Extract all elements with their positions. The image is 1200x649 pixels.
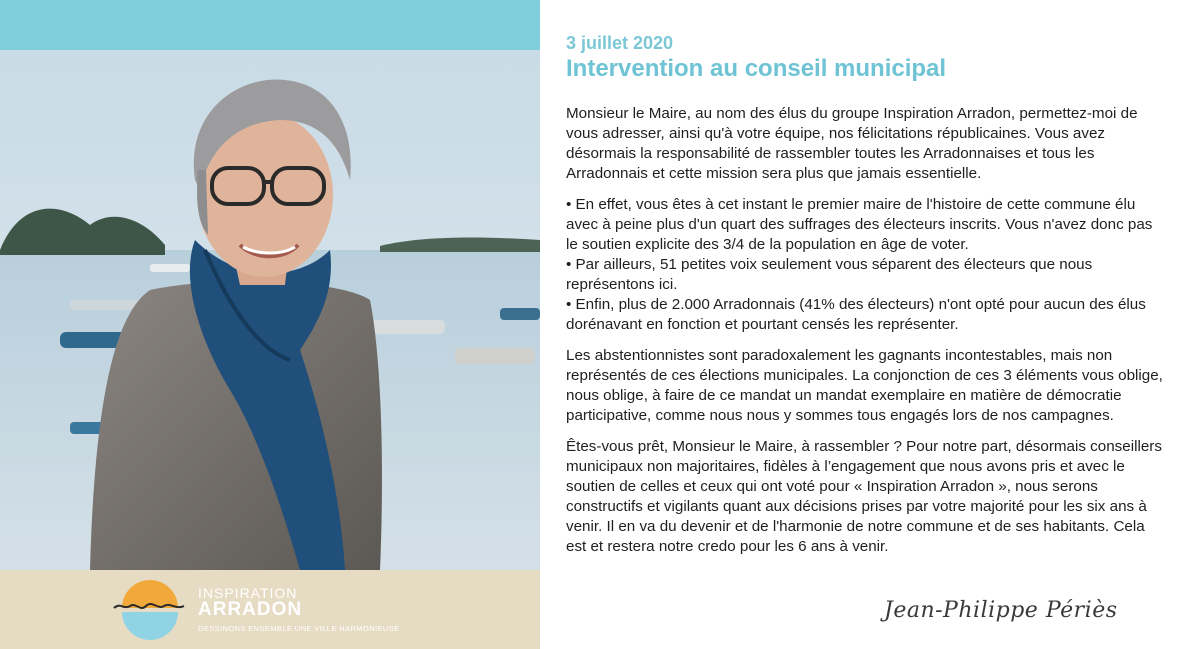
article-date: 3 juillet 2020 [566,33,674,53]
handwritten-signature [884,590,1118,640]
branding-footer [0,570,540,649]
bullet-item-2: • Par ailleurs, 51 petites voix seulement vous séparent des électeurs que nous représentons ici. [566,256,1093,293]
article [566,32,1166,568]
portrait-photo [0,50,540,570]
paragraph-3: Les abstentionnistes sont paradoxalement les gagnants incontestables, mais non représentés de ces élections municipales. La conjonction de ces 3 éléments vous oblige, nous oblige, à faire de ce mandat un mandat exemplaire en matière de démocratie participative, comme nous nous y sommes tous engagés lors de nos campagnes. [566,347,1163,424]
bullet-list [566,195,1166,335]
logo-sun-sea-icon [112,580,192,640]
brand-line-2: ARRADON [198,599,303,620]
paragraph-4: Êtes-vous prêt, Monsieur le Maire, à rassembler ? Pour notre part, désormais conseillers municipaux non majoritaires, fidèles à l’engagement que nous avons pris et avec le soutien de celles et ceux qui ont voté pour « Inspiration Arradon », nous serons constructifs et vigilants quant aux décisions prises par votre majorité pour les six ans à venir. Il en va du devenir et de l'harmonie de notre commune et de ses habitants. Cela est et restera notre credo pour les 6 ans à venir. [566,438,1162,555]
article-title: Intervention au conseil municipal [566,55,947,82]
paragraph-1: Monsieur le Maire, au nom des élus du groupe Inspiration Arradon, permettez-moi de vous adresser, ainsi qu'à votre équipe, nos félicitations républicaines. Vous avez désormais la responsabilité de rassembler toutes les Arradonnaises et tous les Arradonnais et cette mission sera plus que jamais essentielle. [566,105,1138,182]
brand-line-1: INSPIRATION [198,585,298,601]
signature-text: Jean-Philippe Périès [884,598,1118,623]
inspiration-arradon-logo [112,580,402,640]
left-panel [0,0,540,649]
bullet-item-1: • En effet, vous êtes à cet instant le premier maire de l'histoire de cette commune élu avec à peine plus d'un quart des suffrages des électeurs inscrits. Vous n'avez donc pas le soutien explicite des 3/4 de la population en âge de voter. [566,196,1153,253]
bullet-item-3: • Enfin, plus de 2.000 Arradonnais (41% des électeurs) n'ont opté pour aucun des élus dorénavant en fonction et pourtant censés les représenter. [566,296,1146,333]
top-color-band [0,0,540,50]
brand-tagline: DESSINONS ENSEMBLE UNE VILLE HARMONIEUSE [198,624,400,633]
